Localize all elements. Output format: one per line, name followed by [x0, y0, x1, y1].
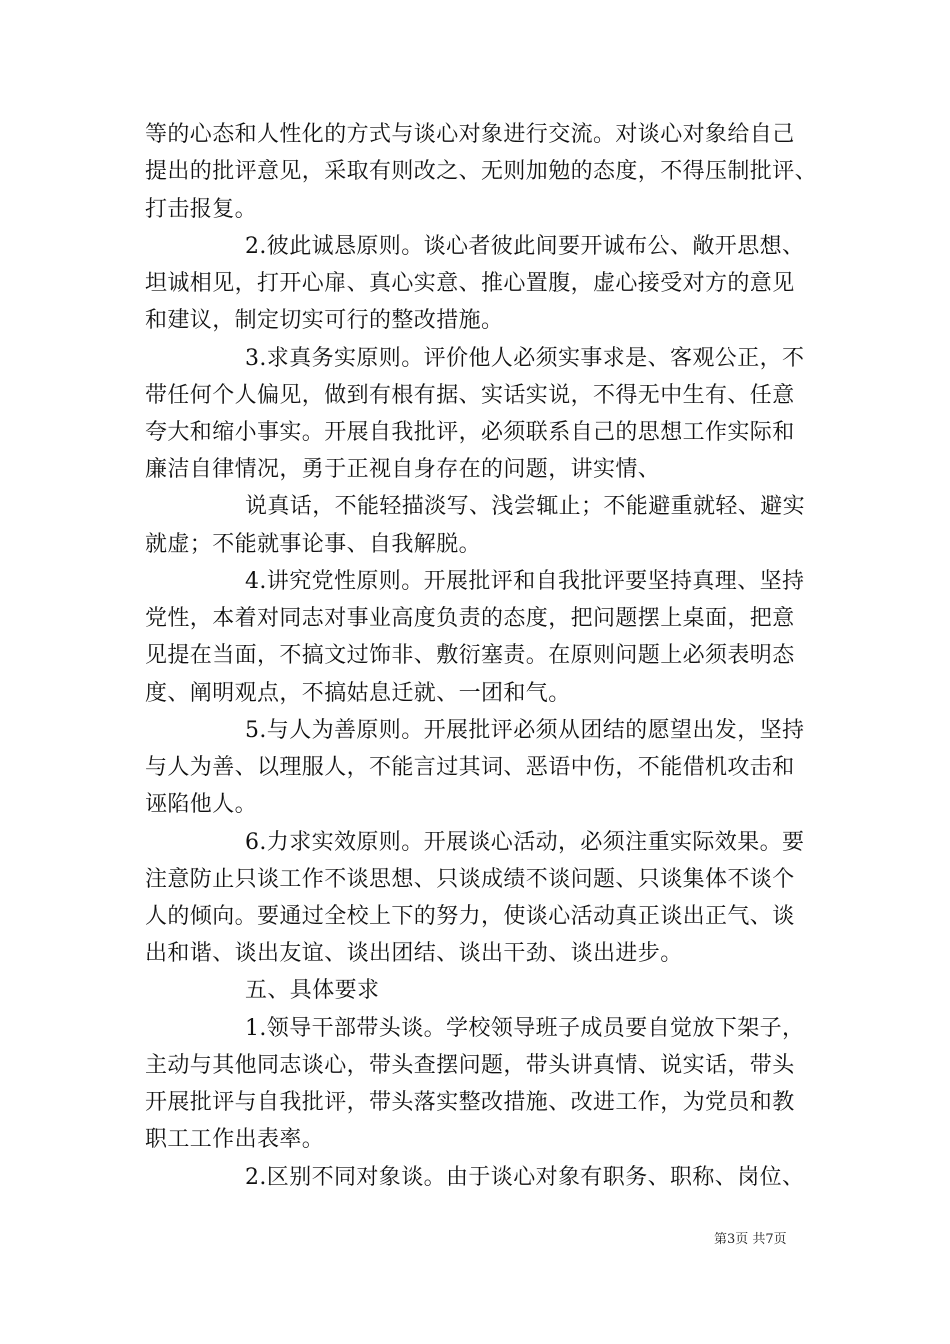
text-line: 出和谐、谈出友谊、谈出团结、谈出干劲、谈出进步。 — [145, 941, 683, 966]
paragraph-start: 2.区别不同对象谈。由于谈心对象有职务、职称、岗位、 — [245, 1165, 805, 1190]
paragraph-start: 6.力求实效原则。开展谈心活动，必须注重实际效果。要 — [245, 830, 805, 855]
section-heading: 五、具体要求 — [245, 978, 380, 1003]
page-number: 第3页 共7页 — [714, 1232, 787, 1247]
paragraph-start: 3.求真务实原则。评价他人必须实事求是、客观公正，不 — [245, 346, 805, 371]
paragraph-start: 说真话，不能轻描淡写、浅尝辄止；不能避重就轻、避实 — [245, 494, 806, 519]
text-line: 打击报复。 — [145, 197, 258, 222]
text-line: 和建议，制定切实可行的整改措施。 — [145, 308, 504, 333]
text-line: 廉洁自律情况，勇于正视自身存在的问题，讲实情、 — [145, 457, 661, 482]
text-line: 夸大和缩小事实。开展自我批评，必须联系自己的思想工作实际和 — [145, 420, 795, 445]
text-line: 见提在当面，不搞文过饰非、敷衍塞责。在原则问题上必须表明态 — [145, 643, 795, 668]
text-line: 诬陷他人。 — [145, 792, 258, 817]
text-line: 与人为善、以理服人，不能言过其词、恶语中伤，不能借机攻击和 — [145, 755, 795, 780]
text-line: 党性，本着对同志对事业高度负责的态度，把问题摆上桌面，把意 — [145, 606, 795, 631]
text-line: 职工工作出表率。 — [145, 1127, 325, 1152]
text-line: 提出的批评意见，采取有则改之、无则加勉的态度，不得压制批评、 — [145, 159, 818, 184]
text-line: 就虚；不能就事论事、自我解脱。 — [145, 532, 482, 557]
paragraph-start: 4.讲究党性原则。开展批评和自我批评要坚持真理、坚持 — [245, 569, 805, 594]
paragraph-start: 1.领导干部带头谈。学校领导班子成员要自觉放下架子， — [245, 1016, 805, 1041]
paragraph-start: 2.彼此诚恳原则。谈心者彼此间要开诚布公、敞开思想、 — [245, 234, 805, 259]
paragraph-start: 5.与人为善原则。开展批评必须从团结的愿望出发，坚持 — [245, 718, 805, 743]
text-line: 注意防止只谈工作不谈思想、只谈成绩不谈问题、只谈集体不谈个 — [145, 867, 795, 892]
text-line: 带任何个人偏见，做到有根有据、实话实说，不得无中生有、任意 — [145, 383, 795, 408]
text-line: 等的心态和人性化的方式与谈心对象进行交流。对谈心对象给自己 — [145, 122, 795, 147]
text-line: 开展批评与自我批评，带头落实整改措施、改进工作，为党员和教 — [145, 1090, 795, 1115]
text-line: 坦诚相见，打开心扉、真心实意、推心置腹，虚心接受对方的意见 — [145, 271, 795, 296]
text-line: 主动与其他同志谈心，带头查摆问题，带头讲真情、说实话，带头 — [145, 1053, 795, 1078]
text-line: 度、阐明观点，不搞姑息迁就、一团和气。 — [145, 681, 571, 706]
text-line: 人的倾向。要通过全校上下的努力，使谈心活动真正谈出正气、谈 — [145, 904, 795, 929]
